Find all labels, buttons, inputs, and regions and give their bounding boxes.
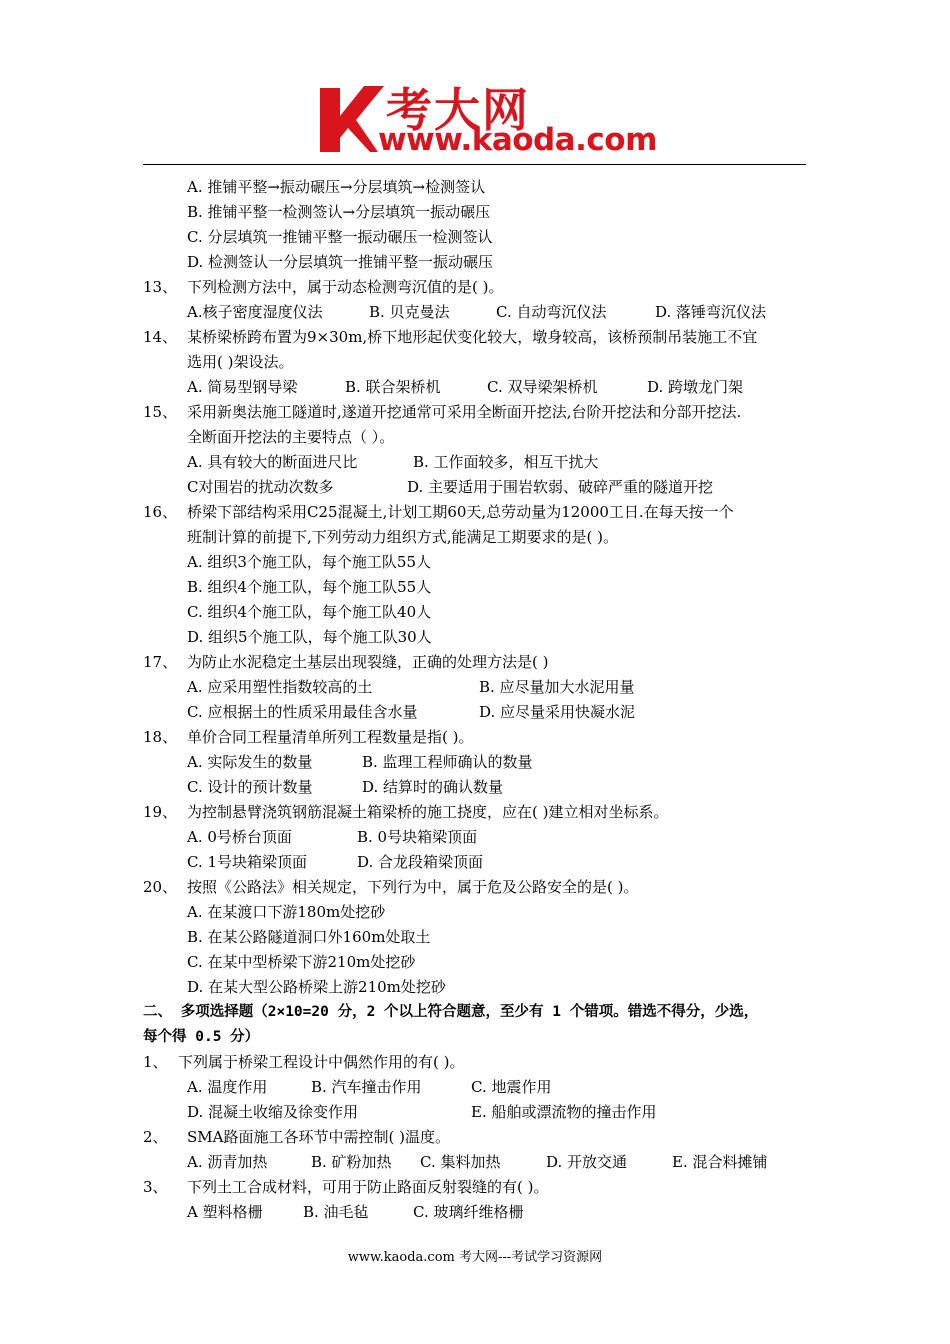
option-d: D. 混凝土收缩及徐变作用 <box>187 1103 359 1121</box>
q19-options-cd <box>187 850 807 875</box>
q16-text-cont: 班制计算的前提下,下列劳动力组织方式,能满足工期要求的是( )。 <box>187 528 619 546</box>
question-16 <box>143 500 734 525</box>
option-b: B. 应尽量加大水泥用量 <box>479 678 635 696</box>
question-text: 某桥梁桥跨布置为9×30m,桥下地形起伏变化较大，墩身较高，该桥预制吊装施工不宜 <box>187 328 758 346</box>
option-c: C. 双导梁架桥机 <box>487 378 598 396</box>
kaoda-logo <box>318 78 657 160</box>
m3-options <box>187 1200 807 1225</box>
option-c: C. 玻璃纤维格栅 <box>413 1203 524 1221</box>
option-a: A. 温度作用 <box>187 1078 268 1096</box>
option-d: D. 主要适用于围岩软弱、破碎严重的隧道开挖 <box>407 478 714 496</box>
section-2-heading: 二、 多项选择题（2×10=20 分，2 个以上符合题意，至少有 1 个错项。错选不得分，少选， <box>143 1004 759 1020</box>
option-c: C. 地震作用 <box>471 1078 552 1096</box>
option-d: D. 落锤弯沉仪法 <box>655 303 767 321</box>
question-text: 下列属于桥梁工程设计中偶然作用的有( )。 <box>178 1053 465 1071</box>
q17-options-ab <box>187 675 807 700</box>
option-b: B. 0号块箱梁顶面 <box>357 828 478 846</box>
option-c: C. 应根据土的性质采用最佳含水量 <box>187 703 418 721</box>
question-number: 3、 <box>143 1178 168 1196</box>
option-c: C. 自动弯沉仪法 <box>496 303 607 321</box>
q16-option-b: B. 组织4个施工队，每个施工队55人 <box>187 578 432 596</box>
option-c: C对围岩的扰动次数多 <box>187 478 334 496</box>
option-b: B. 工作面较多，相互干扰大 <box>413 453 599 471</box>
q12-option-c: C. 分层填筑一推铺平整一振动碾压一检测签认 <box>187 228 493 246</box>
option-a: A. 沥青加热 <box>187 1153 268 1171</box>
q20-option-c: C. 在某中型桥梁下游210m处挖砂 <box>187 953 416 971</box>
question-text: 采用新奥法施工隧道时,遂道开挖通常可采用全断面开挖法,台阶开挖法和分部开挖法. <box>187 403 742 421</box>
option-a: A.核子密度湿度仪法 <box>187 303 323 321</box>
multi-question-1 <box>143 1050 464 1075</box>
section-2-heading-cont: 每个得 0.5 分） <box>143 1029 260 1045</box>
option-a: A. 具有较大的断面进尺比 <box>187 453 358 471</box>
m1-options-de <box>187 1100 807 1125</box>
header-rule <box>143 164 806 165</box>
question-number: 1、 <box>143 1053 168 1071</box>
option-b: B. 油毛毡 <box>303 1203 369 1221</box>
question-text: SMA路面施工各环节中需控制( )温度。 <box>187 1128 450 1146</box>
q16-option-d: D. 组织5个施工队，每个施工队30人 <box>187 628 432 646</box>
q12-option-d: D. 检测签认一分层填筑一推铺平整一振动碾压 <box>187 253 494 271</box>
question-18 <box>143 725 473 750</box>
question-13 <box>143 275 503 300</box>
q19-options-ab <box>187 825 807 850</box>
option-a: A 塑料格栅 <box>187 1203 263 1221</box>
option-e: E. 船舶或漂流物的撞击作用 <box>471 1103 657 1121</box>
q20-option-b: B. 在某公路隧道洞口外160m处取土 <box>187 928 431 946</box>
logo-text-cn: 考大网 <box>386 83 530 137</box>
option-c: C. 设计的预计数量 <box>187 778 313 796</box>
question-19 <box>143 800 668 825</box>
q14-text-cont: 选用( )架设法。 <box>187 353 294 371</box>
option-d: D. 跨墩龙门架 <box>647 378 744 396</box>
question-text: 下列检测方法中，属于动态检测弯沉值的是( )。 <box>187 278 504 296</box>
option-c: C. 集料加热 <box>420 1153 501 1171</box>
q12-option-a: A. 推铺平整→振动碾压→分层填筑→检测签认 <box>187 178 486 196</box>
option-d: D. 合龙段箱梁顶面 <box>357 853 484 871</box>
multi-question-2 <box>143 1125 450 1150</box>
option-a: A. 0号桥台顶面 <box>187 828 292 846</box>
m1-options-abc <box>187 1075 807 1100</box>
question-number: 19、 <box>143 803 178 821</box>
question-text: 下列土工合成材料，可用于防止路面反射裂缝的有( )。 <box>187 1178 549 1196</box>
option-b: B. 监理工程师确认的数量 <box>362 753 533 771</box>
question-17 <box>143 650 548 675</box>
option-a: A. 应采用塑性指数较高的土 <box>187 678 373 696</box>
q20-option-d: D. 在某大型公路桥梁上游210m处挖砂 <box>187 978 446 996</box>
q15-options-cd <box>187 475 807 500</box>
option-a: A. 简易型钢导梁 <box>187 378 298 396</box>
question-text: 桥梁下部结构采用C25混凝土,计划工期60天,总劳动量为12000工日.在每天按一个 <box>187 503 734 521</box>
q14-options <box>187 375 807 400</box>
q16-option-a: A. 组织3个施工队，每个施工队55人 <box>187 553 432 571</box>
question-text: 按照《公路法》相关规定，下列行为中，属于危及公路安全的是( )。 <box>187 878 639 896</box>
page-footer: www.kaoda.com 考大网---考试学习资源网 <box>347 1250 603 1265</box>
question-text: 为防止水泥稳定土基层出现裂缝，正确的处理方法是( ) <box>187 653 549 671</box>
question-text: 为控制悬臂浇筑钢筋混凝土箱梁桥的施工挠度，应在( )建立相对坐标系。 <box>187 803 669 821</box>
multi-question-3 <box>143 1175 548 1200</box>
q15-text-cont: 全断面开挖法的主要特点（ ）。 <box>187 428 395 446</box>
option-b: B. 贝克曼法 <box>369 303 450 321</box>
question-15 <box>143 400 741 425</box>
question-number: 17、 <box>143 653 178 671</box>
option-b: B. 联合架桥机 <box>345 378 441 396</box>
q16-option-c: C. 组织4个施工队，每个施工队40人 <box>187 603 432 621</box>
logo-url: www.kaoda.com <box>378 122 657 158</box>
option-a: A. 实际发生的数量 <box>187 753 313 771</box>
question-text: 单价合同工程量清单所列工程数量是指( )。 <box>187 728 474 746</box>
option-d: D. 结算时的确认数量 <box>362 778 504 796</box>
question-number: 20、 <box>143 878 178 896</box>
m2-options <box>187 1150 807 1175</box>
option-b: B. 矿粉加热 <box>311 1153 392 1171</box>
question-number: 13、 <box>143 278 178 296</box>
question-14 <box>143 325 757 350</box>
q18-options-cd <box>187 775 807 800</box>
option-b: B. 汽车撞击作用 <box>311 1078 422 1096</box>
question-20 <box>143 875 638 900</box>
q13-options <box>187 300 807 325</box>
question-number: 18、 <box>143 728 178 746</box>
q18-options-ab <box>187 750 807 775</box>
question-number: 15、 <box>143 403 178 421</box>
option-d: D. 开放交通 <box>546 1153 628 1171</box>
question-number: 16、 <box>143 503 178 521</box>
question-number: 14、 <box>143 328 178 346</box>
q17-options-cd <box>187 700 807 725</box>
question-number: 2、 <box>143 1128 168 1146</box>
option-d: D. 应尽量采用快凝水泥 <box>479 703 636 721</box>
option-e: E. 混合料摊铺 <box>672 1153 768 1171</box>
q20-option-a: A. 在某渡口下游180m处挖砂 <box>187 903 386 921</box>
q15-options-ab <box>187 450 807 475</box>
option-c: C. 1号块箱梁顶面 <box>187 853 308 871</box>
q12-option-b: B. 推铺平整一检测签认→分层填筑一振动碾压 <box>187 203 491 221</box>
